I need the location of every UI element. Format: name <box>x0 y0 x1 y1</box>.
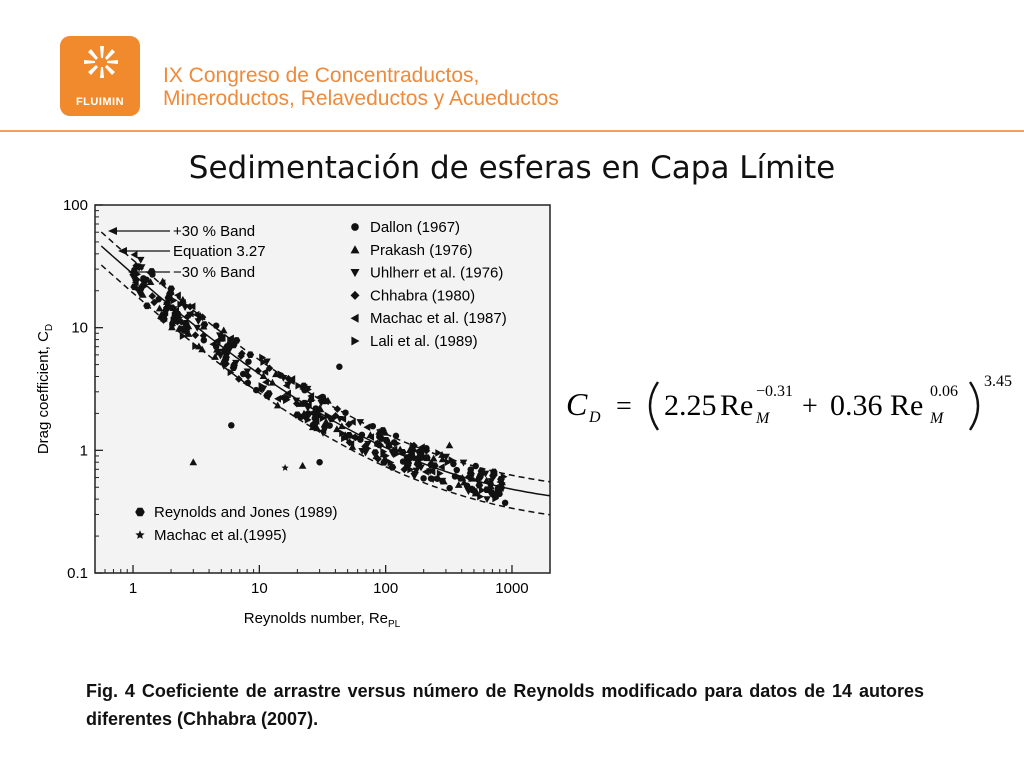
formula-coef1: 2.25 <box>664 389 717 422</box>
formula-re2-sub: M <box>930 410 944 427</box>
legend-entry-label: Lali et al. (1989) <box>370 333 478 350</box>
legend-entry-label: Reynolds and Jones (1989) <box>154 504 338 521</box>
legend-entry-label: Dallon (1967) <box>370 219 461 236</box>
logo-burst-icon <box>60 36 140 96</box>
marker-circle <box>452 473 458 479</box>
legend-entry-label: Chhabra (1980) <box>370 287 476 305</box>
marker-circle <box>155 296 161 302</box>
annotation-label: −30 % Band <box>173 264 256 281</box>
formula-re1-sup: −0.31 <box>756 383 794 400</box>
marker-circle <box>336 364 342 370</box>
formula-right-paren <box>970 382 978 430</box>
y-tick-label: 1 <box>79 442 88 460</box>
marker-circle <box>468 466 474 472</box>
congress-title <box>163 64 559 110</box>
formula-re1-sub: M <box>756 410 770 427</box>
y-axis-label-subscript: D <box>44 323 55 332</box>
legend-entry-label: Machac et al.(1995) <box>154 527 287 544</box>
marker-circle <box>419 446 425 452</box>
x-axis-label: Reynolds number, $Re_{PL}$ <box>243 610 401 630</box>
marker-circle <box>491 471 497 477</box>
drag-coefficient-chart <box>30 195 560 635</box>
marker-circle <box>342 409 348 415</box>
slide-header <box>0 0 1024 130</box>
y-axis-label: Drag coefficient, $C_D$ <box>35 323 55 455</box>
formula-re2: Re <box>890 389 924 422</box>
y-tick-label: 100 <box>62 197 88 214</box>
marker-circle <box>351 223 359 231</box>
formula-coef2: 0.36 <box>830 389 883 422</box>
marker-circle <box>359 432 365 438</box>
marker-circle <box>457 475 463 481</box>
marker-circle <box>245 358 251 364</box>
figure-caption: Fig. 4 Coeficiente de arrastre versus número de Reynolds modificado para datos de 14 autores diferentes (Chhabra (2007). <box>86 681 924 729</box>
formula-left-paren <box>650 382 658 430</box>
formula-lhs-sub: D <box>589 409 601 426</box>
marker-circle <box>454 467 460 473</box>
formula-plus: + <box>802 391 818 422</box>
marker-circle <box>416 453 422 459</box>
x-tick-label: 1000 <box>495 580 529 597</box>
x-tick-label: 10 <box>250 580 268 597</box>
logo-text: FLUIMIN <box>75 96 125 108</box>
marker-circle <box>316 459 322 465</box>
fluimin-logo <box>60 36 140 116</box>
annotation-label: +30 % Band <box>173 223 256 240</box>
drag-formula <box>560 360 1020 450</box>
slide-title: Sedimentación de esferas en Capa Límite <box>188 150 836 186</box>
marker-circle <box>320 394 326 400</box>
congress-title-line1: IX Congreso de Concentraductos, <box>163 64 480 87</box>
x-axis-label-subscript: PL <box>388 619 401 630</box>
marker-circle <box>420 475 426 481</box>
marker-circle <box>201 337 207 343</box>
y-tick-label: 10 <box>71 319 88 337</box>
formula-outer-exponent: 3.45 <box>984 373 1012 390</box>
y-tick-label: 0.1 <box>67 565 88 582</box>
marker-circle <box>245 380 251 386</box>
formula-lhs: C <box>566 386 588 422</box>
marker-circle <box>213 322 219 328</box>
marker-circle <box>228 422 234 428</box>
marker-circle <box>495 484 501 490</box>
formula-re2-sup: 0.06 <box>930 383 958 400</box>
marker-circle <box>446 485 452 491</box>
annotation-label: Equation 3.27 <box>173 243 266 260</box>
x-tick-label: 100 <box>373 580 399 597</box>
marker-circle <box>450 461 456 467</box>
marker-circle <box>143 276 149 282</box>
formula-re1: Re <box>720 389 754 422</box>
congress-title-line2: Mineroductos, Relaveductos y Acueductos <box>163 87 559 110</box>
marker-circle <box>370 423 376 429</box>
marker-circle <box>393 433 399 439</box>
marker-circle <box>502 500 508 506</box>
x-tick-label: 1 <box>128 580 138 597</box>
legend-entry-label: Prakash (1976) <box>370 241 473 259</box>
legend-entry-label: Machac et al. (1987) <box>370 310 507 328</box>
formula-equals: = <box>616 391 632 422</box>
legend-entry-label: Uhlherr et al. (1976) <box>370 264 504 282</box>
header-divider <box>0 130 1024 132</box>
